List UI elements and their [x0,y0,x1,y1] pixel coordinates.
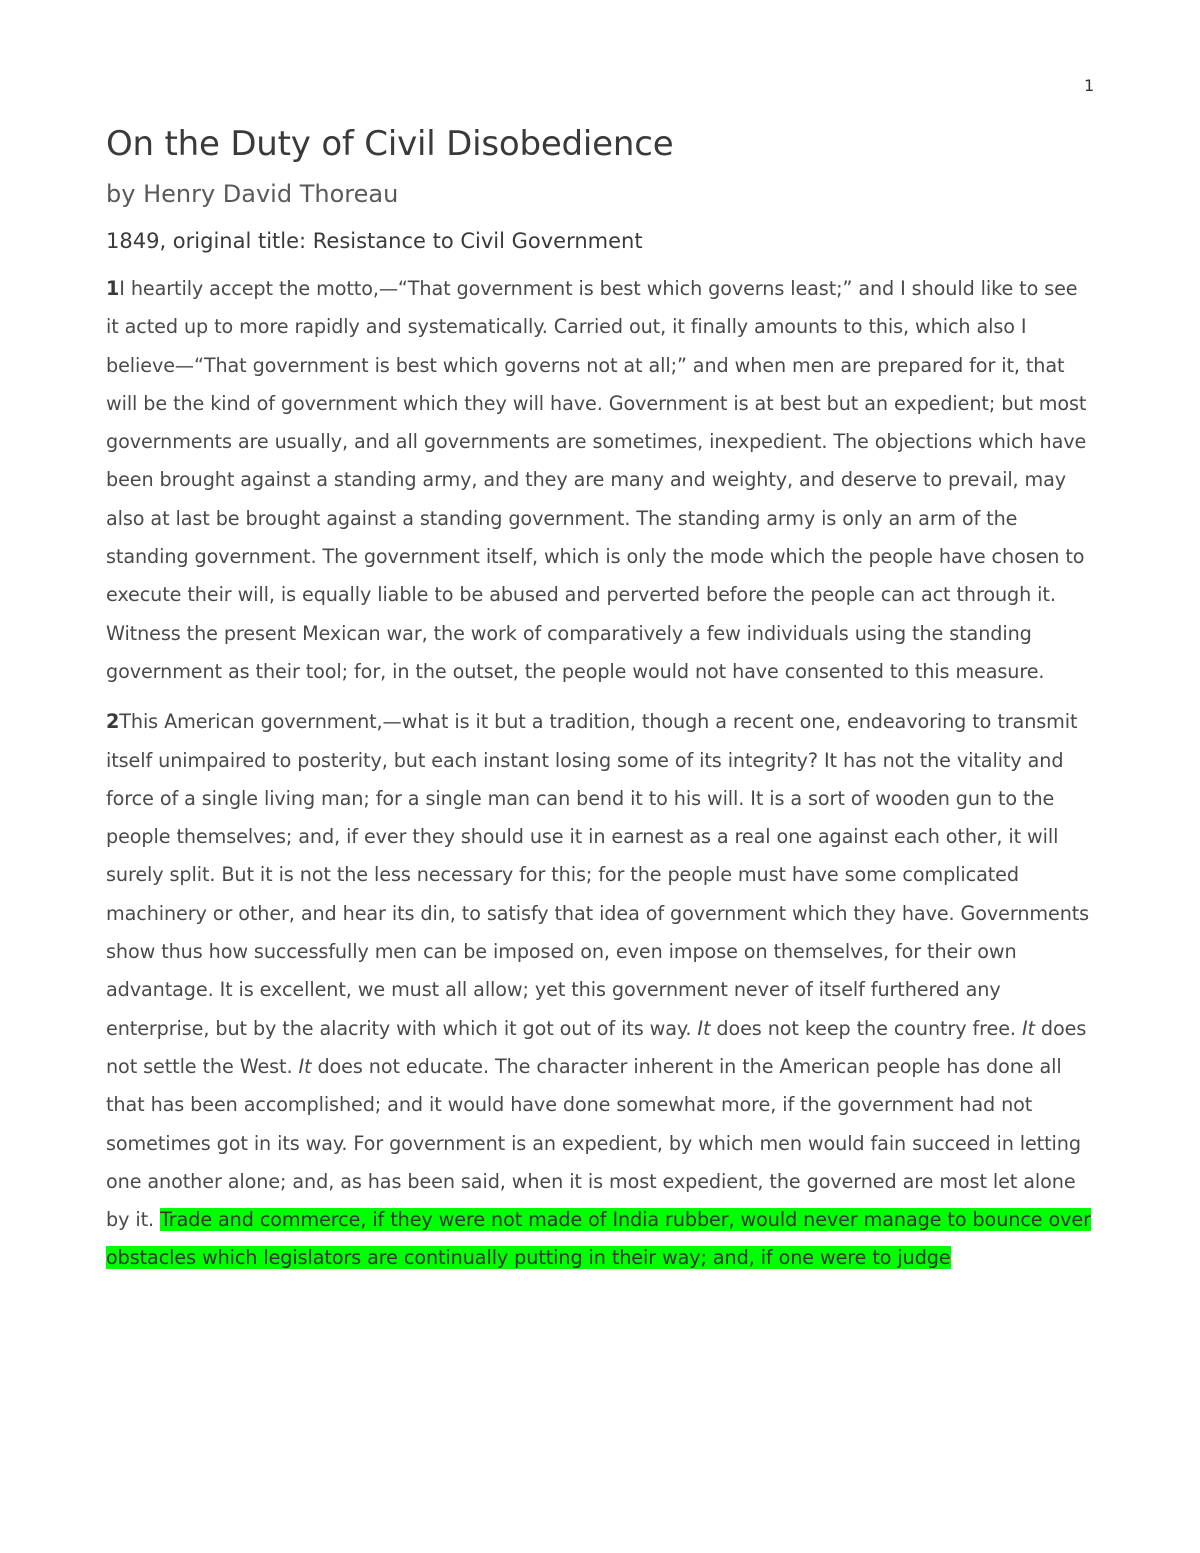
document-title: On the Duty of Civil Disobedience [106,124,674,164]
document-author: by Henry David Thoreau [106,180,399,208]
italic-text: It [298,1054,312,1078]
paragraph-text: This American government,—what is it but a tradition, though a recent one, endeavoring to transmit itself unimpaired to posterity, but each instant losing some of its integrity? It has not the vitality and force of a single living man; for a single man can bend it to his will. It is a sort of wooden gun to the people themselves; and, if ever they should use it in earnest as a real one against each other, it will surely split. But it is not the less necessary for this; for the people must have some complicated machinery or other, and hear its din, to satisfy that idea of government which they have. Governments show thus how successfully men can be imposed on, even impose on themselves, for their own advantage. It is excellent, we must all allow; yet this government never of itself furthered any enterprise, but by the alacrity with which it got out of its way. [106,710,1090,1040]
document-body [106,118,1096,1278]
paragraph-1 [106,270,1096,691]
document-subtitle: 1849, original title: Resistance to Civil Government [106,229,643,253]
paragraph-2 [106,703,1096,1277]
paragraph-text: I heartily accept the motto,—“That government is best which governs least;” and I should like to see it acted up to more rapidly and systematically. Carried out, it finally amounts to this, which also I believe—“That government is best which governs not at all;” and when men are prepared for it, that will be the kind of government which they will have. Government is at best but an expedient; but most governments are usually, and all governments are sometimes, inexpedient. The objections which have been brought against a standing army, and they are many and weighty, and deserve to prevail, may also at last be brought against a standing government. The standing army is only an arm of the standing government. The government itself, which is only the mode which the people have chosen to execute their will, is equally liable to be abused and perverted before the people can act through it. Witness the present Mexican war, the work of comparatively a few individuals using the standing government as their tool; for, in the outset, the people would not have consented to this measure. [106,277,1087,683]
italic-text: It [1021,1016,1035,1040]
paragraph-text: does not keep the country free. [710,1016,1022,1040]
paragraph-number: 2 [106,710,120,734]
page-number: 1 [1084,76,1095,95]
paragraph-text: does not settle the West. [106,1016,1087,1078]
italic-text: It [697,1016,711,1040]
highlighted-text[interactable]: Trade and commerce, if they were not made of India rubber, would never manage to bounce over obstacles which legislators are continually putting in their way; and, if one were to judge [106,1208,1091,1270]
paragraph-text: does not educate. The character inherent in the American people has done all that has been accomplished; and it would have done somewhat more, if the government had not sometimes got in its way. For government is an expedient, by which men would fain succeed in letting one another alone; and, as has been said, when it is most expedient, the governed are most let alone by it. [106,1054,1081,1232]
paragraph-number: 1 [106,277,120,300]
